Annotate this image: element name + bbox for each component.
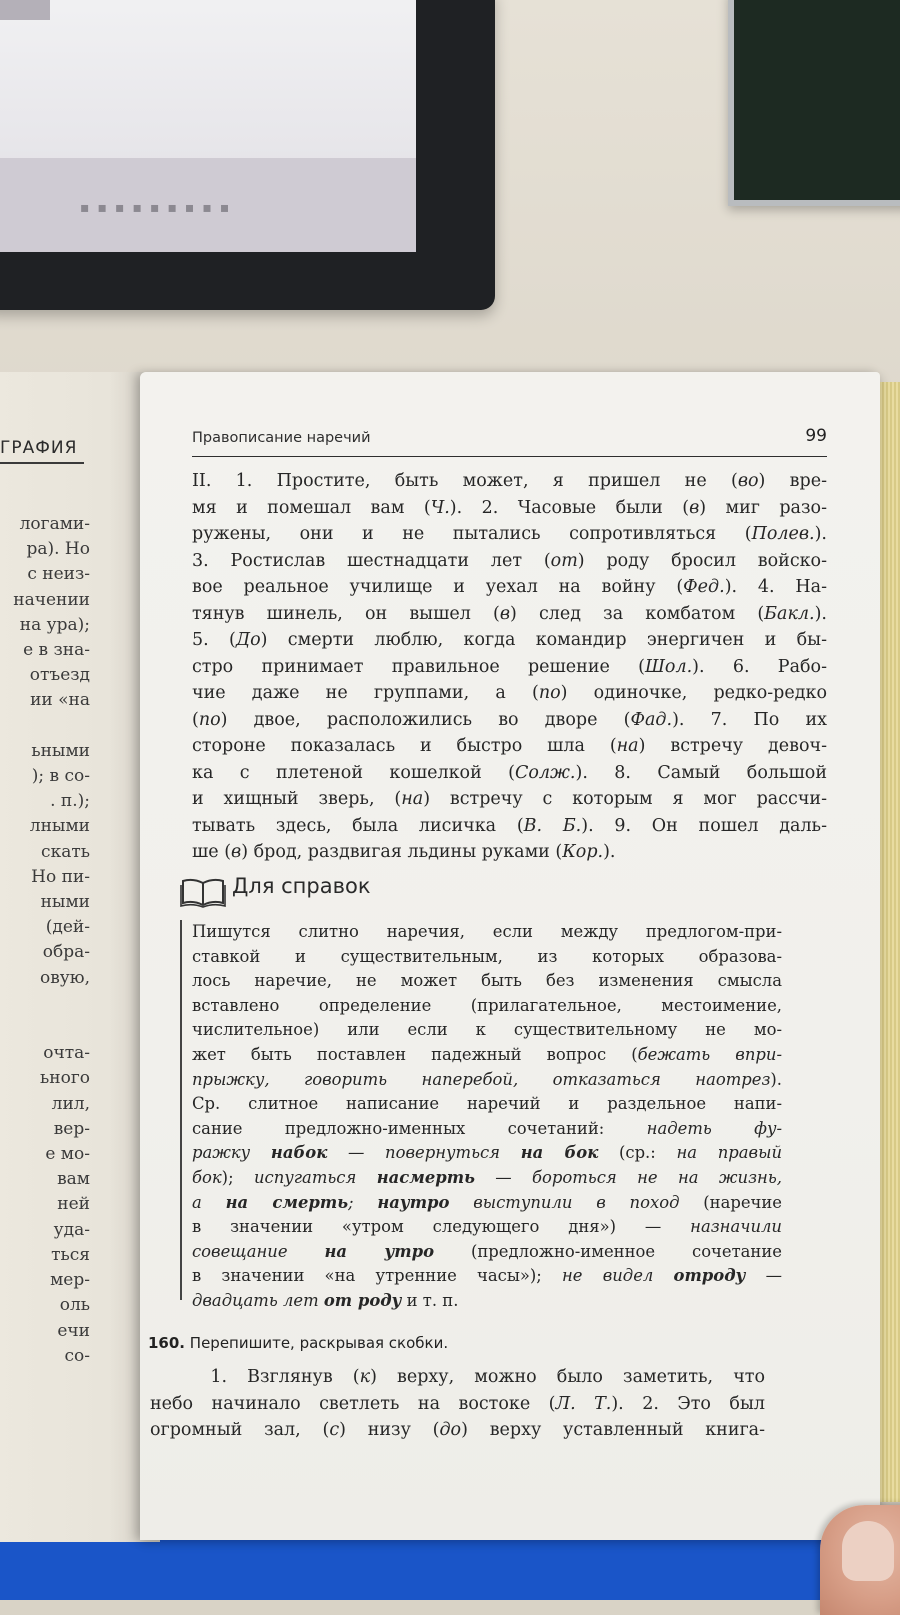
left-text-line: очта- <box>43 1043 90 1064</box>
exercise-159-part-2 <box>192 468 827 866</box>
left-text-line <box>0 714 90 739</box>
left-text-line: ьного <box>40 1068 90 1089</box>
section-marker: II. <box>192 471 212 491</box>
left-text-line: на ура); <box>19 614 90 635</box>
chalkboard <box>728 0 900 206</box>
text-line: в значении «на утренние часы»); не видел отроду — <box>192 1266 782 1286</box>
text-line: II. 1. Простите, быть может, я пришел не (во) вре- <box>192 471 827 491</box>
finger-thumb <box>820 1505 900 1615</box>
left-text-line: ии «на <box>30 690 90 711</box>
text-line: бок); испугаться насмерть — бороться не на жизнь, <box>192 1167 782 1187</box>
open-book-icon <box>180 876 226 908</box>
text-line: небо начинало светлеть на востоке (Л. Т.). 2. Это был <box>150 1393 765 1414</box>
left-text-line: ней <box>57 1194 90 1215</box>
text-line: тянув шинель, он вышел (в) след за комбатом (Бакл.). <box>192 603 827 624</box>
left-text-line: (дей- <box>45 917 90 938</box>
left-text-line: начении <box>13 589 90 610</box>
left-text-line <box>0 991 90 1016</box>
left-text-line: овую, <box>39 967 90 988</box>
text-line: чие даже не группами, а (по) одиночке, редко-редко <box>192 683 827 703</box>
text-line: ше (в) брод, раздвигая льдины руками (Кор.). <box>192 842 616 862</box>
thumbnail-nail <box>842 1521 894 1581</box>
left-running-head: ГРАФИЯ <box>0 438 78 458</box>
monitor-window-tab <box>0 0 50 20</box>
text-line: и хищный зверь, (на) встречу с которым я мог рассчи- <box>192 789 827 809</box>
reference-side-rule <box>180 920 182 1300</box>
exercise-160-text <box>150 1364 765 1444</box>
left-text-line: лил, <box>51 1093 90 1114</box>
text-line: ка с плетеной кошелкой (Солж.). 8. Самый большой <box>192 762 827 783</box>
left-text-line: уда- <box>53 1219 90 1240</box>
text-line: (по) двое, расположились во дворе (Фад.). 7. По их <box>192 709 827 730</box>
page-number: 99 <box>805 426 827 446</box>
left-text-line: отъезд <box>29 665 90 686</box>
reference-text <box>192 920 782 1314</box>
text-line: вое реальное училище и уехал на войну (Фед.). 4. На- <box>192 577 827 597</box>
text-line: лось наречие, не может быть без изменения смысла <box>192 971 782 991</box>
text-line: стро принимает правильное решение (Шол.). 6. Рабо- <box>192 656 827 677</box>
text-line: стороне показалась и быстро шла (на) встречу девоч- <box>192 736 827 756</box>
exercise-instruction: Перепишите, раскрывая скобки. <box>189 1334 449 1352</box>
left-text-line: вер- <box>53 1118 90 1139</box>
text-line: совещание на утро (предложно-именное сочетание <box>192 1241 782 1261</box>
text-line: ружены, они и не пытались сопротивляться (Полев.). <box>192 524 827 544</box>
text-line: прыжку, говорить наперебой, отказаться наотрез). <box>192 1069 782 1089</box>
left-text-line: мер- <box>50 1270 90 1291</box>
left-text-line: ечи <box>57 1320 90 1341</box>
left-text-line: . п.); <box>50 791 90 812</box>
page-header <box>192 426 827 457</box>
left-text-line: ); в со- <box>31 766 90 787</box>
running-head: Правописание наречий <box>192 430 371 446</box>
left-text-line: оль <box>59 1295 90 1316</box>
reference-heading: Для справок <box>232 874 371 898</box>
left-text-line: ться <box>51 1244 90 1265</box>
left-text-line: лными <box>29 816 90 837</box>
text-line: огромный зал, (с) низу (до) верху уставленный книга- <box>150 1420 766 1440</box>
left-page-text <box>0 512 150 1369</box>
left-header-rule <box>0 462 84 464</box>
exercise-number: 160. <box>148 1334 186 1352</box>
right-page <box>140 372 880 1540</box>
text-line: сание предложно-именных сочетаний: надеть фу- <box>192 1118 782 1138</box>
text-line: двадцать лет от роду и т. п. <box>192 1290 459 1310</box>
text-line: Ср. слитное написание наречий и раздельное напи- <box>192 1094 782 1114</box>
text-line: числительное) или если к существительному не мо- <box>192 1020 782 1040</box>
left-text-line: логами- <box>19 514 90 534</box>
text-line: Пишутся слитно наречия, если между предлогом-при- <box>192 922 782 941</box>
left-text-line: вам <box>57 1169 90 1190</box>
left-text-line <box>0 1016 90 1041</box>
monitor <box>0 0 495 310</box>
text-line: в значении «утром следующего дня») — назначили <box>192 1217 782 1237</box>
text-line: 3. Ростислав шестнадцати лет (от) роду бросил войско- <box>192 550 828 571</box>
text-line: а на смерть; наутро выступили в поход (наречие <box>192 1192 782 1212</box>
left-text-line: со- <box>64 1345 90 1366</box>
text-line: 5. (До) смерти люблю, когда командир энергичен и бы- <box>192 630 827 650</box>
exercise-160-instruction <box>148 1334 448 1352</box>
left-text-line: е мо- <box>45 1144 90 1165</box>
monitor-taskbar-icons: ▪▪▪▪▪▪▪▪▪ <box>80 200 238 216</box>
text-line: жет быть поставлен падежный вопрос (бежать впри- <box>192 1044 782 1064</box>
left-text-line: Но пи- <box>31 866 90 887</box>
left-text-line: ными <box>40 892 90 913</box>
left-page <box>0 372 160 1542</box>
text-line: ражку набок — повернуться на бок (ср.: на правый <box>192 1143 782 1163</box>
text-line: вставлено определение (прилагательное, местоимение, <box>192 995 782 1015</box>
left-text-line: скать <box>41 841 90 862</box>
left-text-line: обра- <box>42 942 90 963</box>
text-line: мя и помешал вам (Ч.). 2. Часовые были (в) миг разо- <box>192 497 827 518</box>
left-text-line: с неиз- <box>27 564 90 585</box>
text-line: ставкой и существительным, из которых образова- <box>192 946 782 966</box>
text-line: тывать здесь, была лисичка (В. Б.). 9. Он пошел даль- <box>192 815 828 836</box>
text-line: 1. Взглянув (к) верху, можно было заметить, что <box>150 1367 765 1387</box>
left-text-line: е в зна- <box>23 640 90 661</box>
left-text-line: ьными <box>31 740 90 761</box>
left-text-line: ра). Но <box>26 539 90 560</box>
